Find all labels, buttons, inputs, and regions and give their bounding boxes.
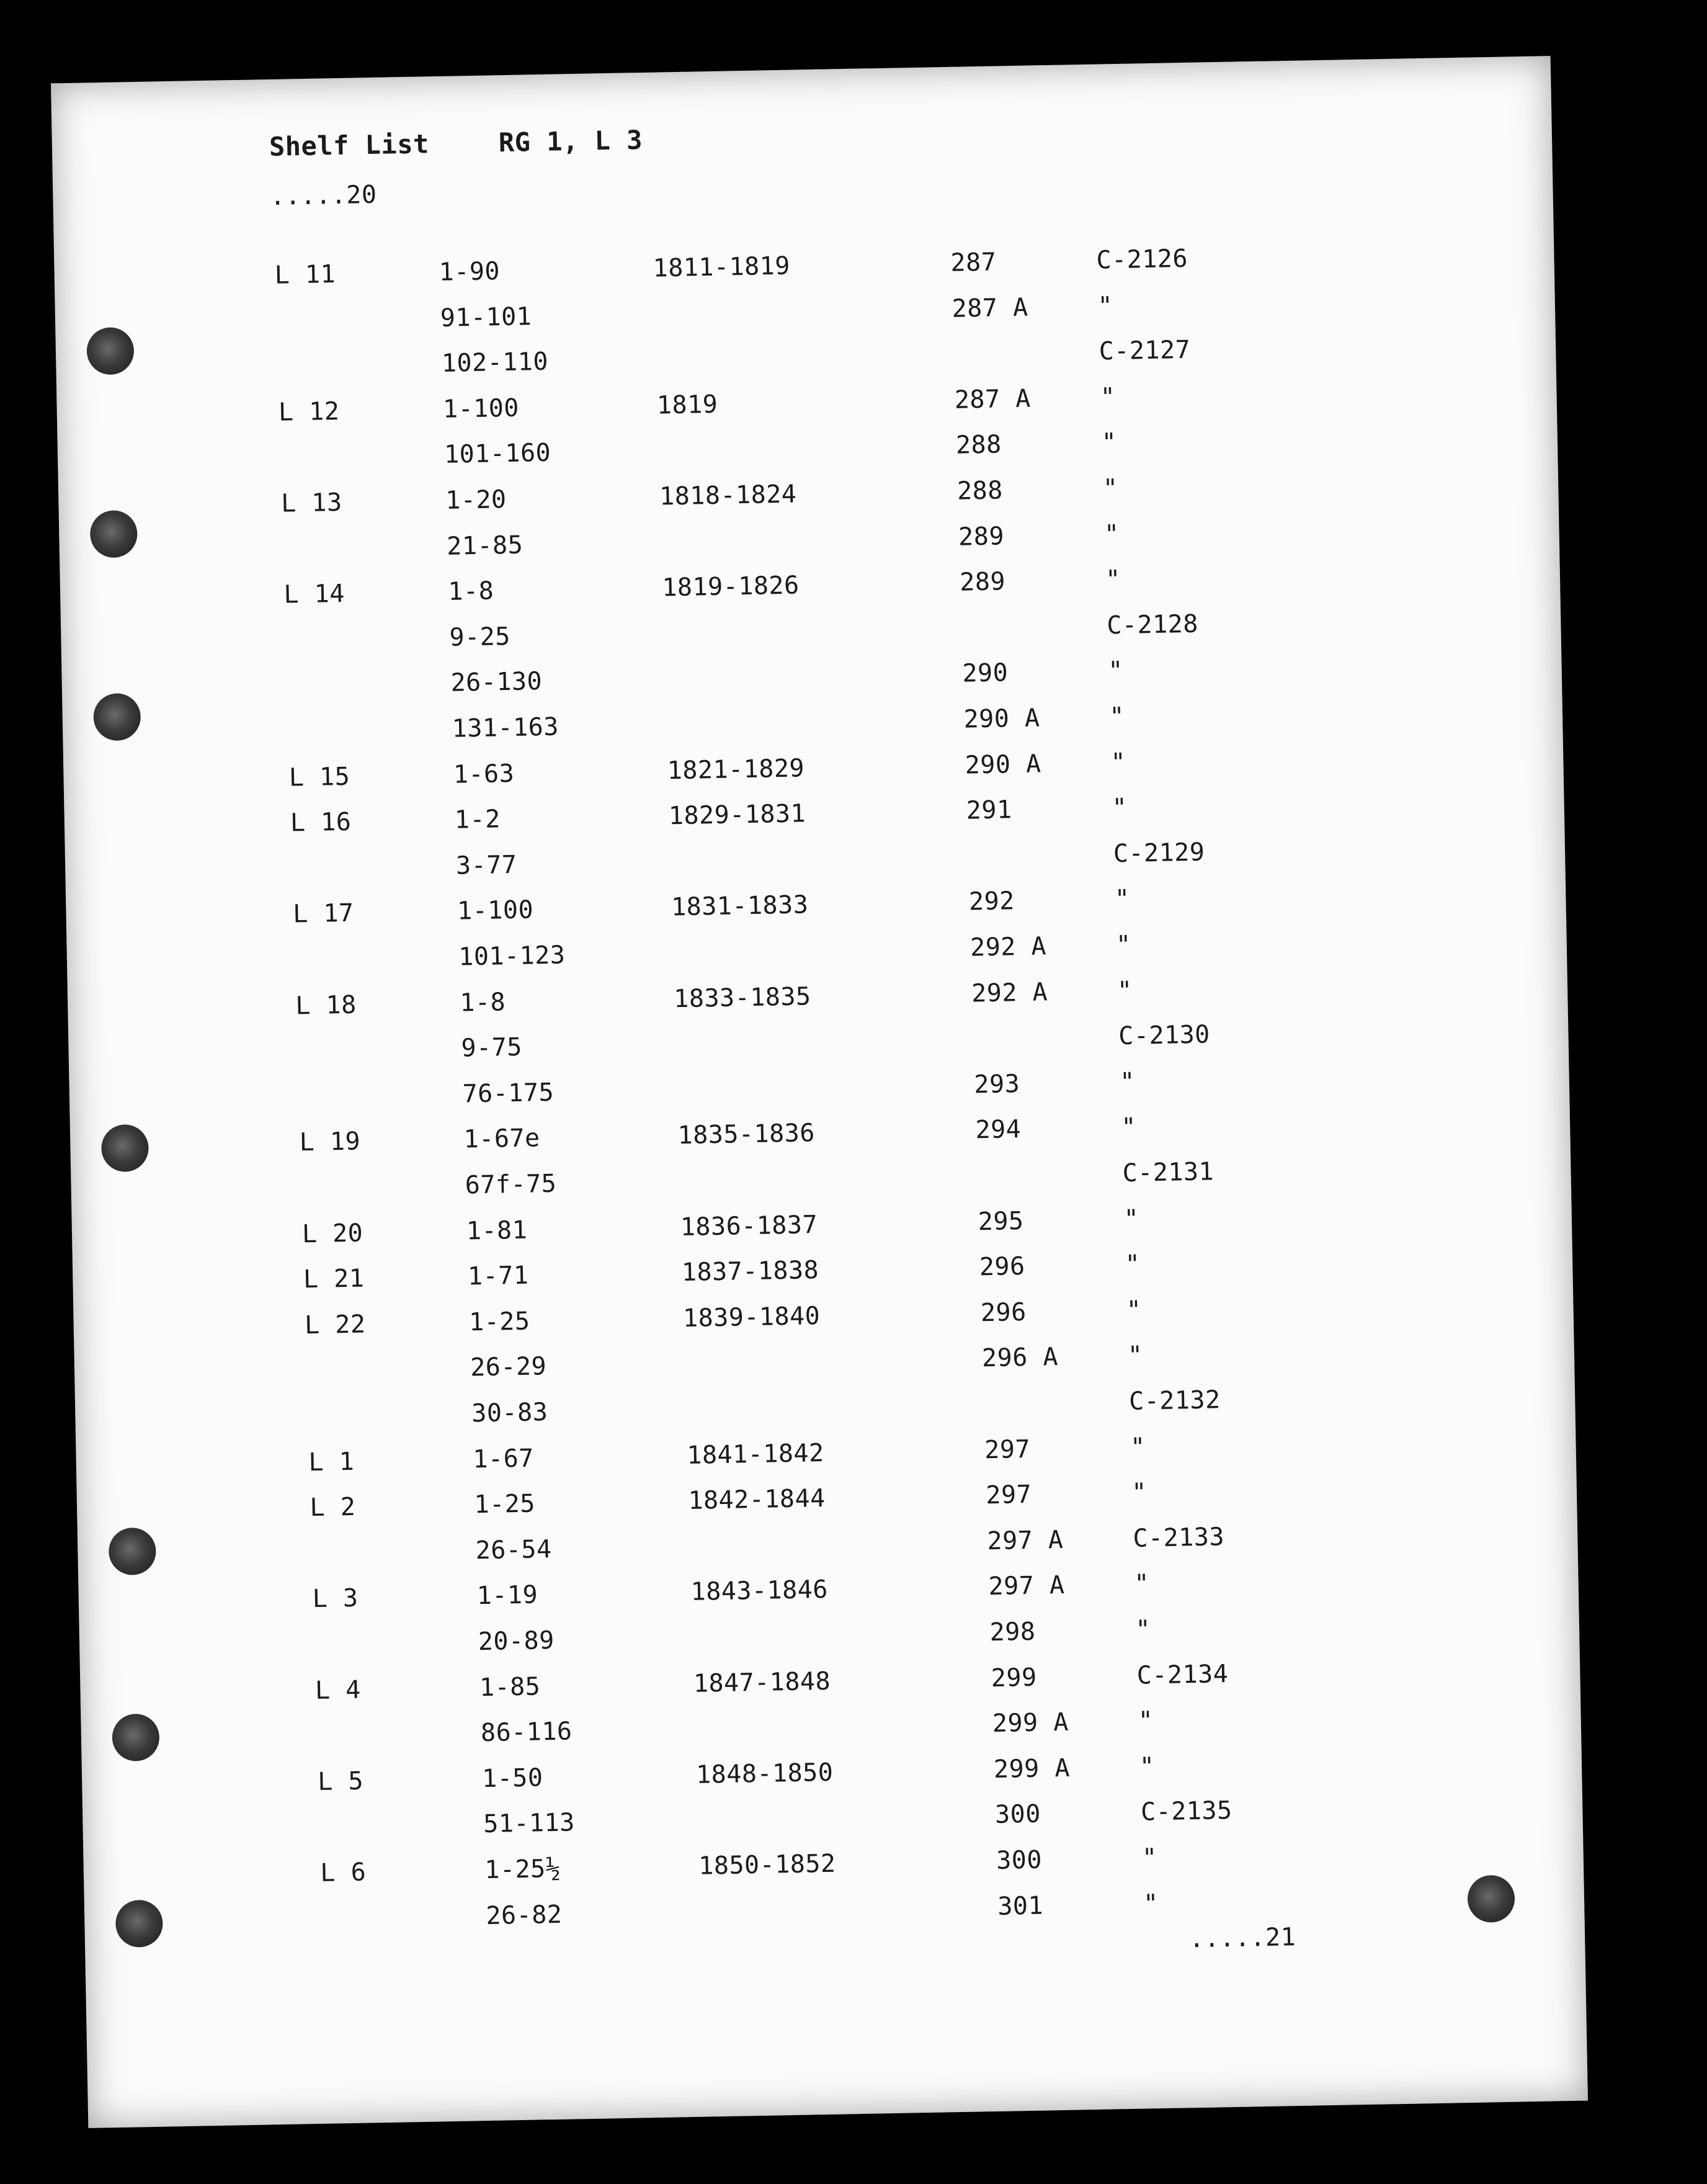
dates-cell: 1843-1846	[690, 1575, 829, 1607]
letterbook-cell: L 11	[274, 260, 336, 290]
microfilm-cell: "	[1130, 1433, 1146, 1462]
microfilm-cell: C-2126	[1096, 244, 1188, 275]
microfilm-cell: "	[1131, 1478, 1148, 1508]
volume-cell: 294	[975, 1115, 1022, 1145]
letterbook-cell: L 5	[317, 1766, 364, 1796]
pages-cell: 26-82	[486, 1900, 563, 1930]
dates-cell: 1850-1852	[698, 1849, 836, 1881]
microfilm-cell: C-2132	[1128, 1385, 1221, 1416]
letterbook-cell: L 3	[312, 1584, 359, 1614]
volume-cell: 300	[994, 1800, 1041, 1830]
pages-cell: 1-71	[467, 1261, 529, 1291]
letterbook-cell: L 20	[301, 1219, 363, 1248]
volume-cell: 287 A	[952, 293, 1028, 323]
dates-cell: 1811-1819	[653, 251, 791, 283]
volume-cell: 287	[950, 248, 997, 277]
microfilm-cell: C-2130	[1118, 1020, 1211, 1051]
microfilm-cell: "	[1112, 794, 1128, 823]
microfilm-cell: "	[1127, 1341, 1144, 1371]
volume-cell: 299 A	[992, 1707, 1069, 1739]
letterbook-cell: L 16	[290, 807, 352, 838]
volume-cell: 292 A	[971, 977, 1048, 1008]
pages-cell: 51-113	[483, 1808, 576, 1839]
pages-cell: 67f-75	[465, 1169, 557, 1200]
pages-cell: 26-29	[470, 1352, 547, 1382]
dates-cell: 1842-1844	[688, 1484, 826, 1516]
pages-cell: 9-25	[449, 622, 511, 652]
volume-cell: 297	[984, 1434, 1031, 1464]
volume-cell: 288	[955, 430, 1002, 460]
dates-cell: 1836-1837	[680, 1210, 818, 1242]
document-page	[51, 56, 1588, 2128]
dates-cell: 1821-1829	[667, 753, 805, 785]
pages-cell: 1-90	[439, 257, 501, 287]
letterbook-cell: L 19	[299, 1127, 361, 1157]
volume-cell: 287 A	[954, 384, 1032, 414]
dates-cell: 1835-1836	[677, 1119, 816, 1150]
volume-cell: 297 A	[987, 1525, 1064, 1555]
volume-cell: 301	[997, 1891, 1044, 1921]
pages-cell: 101-123	[458, 941, 566, 972]
dates-cell: 1818-1824	[659, 480, 797, 511]
volume-cell: 298	[989, 1617, 1036, 1647]
microfilm-cell: "	[1126, 1296, 1142, 1325]
microfilm-cell: "	[1105, 565, 1121, 594]
pages-cell: 1-67	[473, 1444, 535, 1474]
microfilm-cell: C-2134	[1136, 1659, 1229, 1690]
microfilm-cell: "	[1109, 702, 1125, 732]
punch-hole	[86, 327, 134, 375]
letterbook-cell: L 12	[278, 396, 340, 427]
microfilm-cell: "	[1141, 1843, 1158, 1873]
pages-cell: 26-130	[450, 667, 543, 698]
microfilm-cell: "	[1115, 930, 1132, 960]
pages-cell: 1-63	[453, 759, 515, 789]
volume-cell: 296 A	[981, 1343, 1059, 1373]
microfilm-cell: "	[1114, 885, 1130, 914]
punch-hole	[109, 1528, 156, 1575]
microfilm-cell: C-2127	[1099, 336, 1191, 366]
microfilm-cell: "	[1134, 1569, 1150, 1599]
dates-cell: 1829-1831	[668, 799, 806, 831]
dates-cell: 1841-1842	[686, 1438, 825, 1470]
punch-hole	[112, 1714, 159, 1761]
pages-cell: 1-67e	[463, 1124, 541, 1154]
letterbook-cell: L 21	[303, 1264, 365, 1294]
pages-cell: 1-20	[445, 485, 507, 515]
pages-cell: 1-8	[448, 576, 494, 607]
volume-cell: 297 A	[988, 1571, 1065, 1601]
pages-cell: 131-163	[452, 712, 559, 743]
microfilm-cell: "	[1121, 1113, 1137, 1142]
pages-cell: 1-19	[476, 1580, 538, 1611]
microfilm-cell: "	[1138, 1706, 1154, 1735]
volume-cell: 293	[974, 1069, 1020, 1099]
pages-cell: 3-77	[455, 850, 517, 880]
volume-cell: 290 A	[965, 749, 1042, 780]
punch-hole	[1467, 1875, 1515, 1923]
volume-cell: 290 A	[963, 704, 1040, 734]
letterbook-cell: L 1	[308, 1447, 355, 1477]
dates-cell: 1819	[656, 390, 718, 420]
dates-cell: 1847-1848	[693, 1667, 831, 1698]
letterbook-cell: L 2	[310, 1493, 356, 1523]
volume-cell: 296	[980, 1297, 1027, 1328]
letterbook-cell: L 17	[292, 899, 354, 929]
punch-hole	[90, 510, 138, 558]
microfilm-cell: "	[1125, 1250, 1141, 1279]
pages-cell: 1-25	[468, 1307, 530, 1337]
document-title: Shelf List	[269, 128, 430, 162]
volume-cell: 289	[959, 567, 1006, 597]
letterbook-cell: L 18	[295, 990, 357, 1021]
volume-cell: 300	[996, 1845, 1043, 1875]
volume-cell: 292	[968, 887, 1015, 916]
pages-cell: 1-25½	[484, 1854, 561, 1885]
pages-cell: 30-83	[471, 1398, 548, 1428]
microfilm-cell: "	[1139, 1752, 1155, 1781]
pages-cell: 91-101	[440, 302, 532, 333]
letterbook-cell: L 6	[319, 1858, 367, 1887]
pages-cell: 1-85	[479, 1672, 541, 1702]
punch-hole	[115, 1900, 163, 1948]
dates-cell: 1831-1833	[671, 890, 809, 922]
volume-cell: 296	[979, 1252, 1026, 1282]
pages-cell: 101-160	[443, 439, 551, 470]
volume-cell: 295	[978, 1206, 1024, 1236]
pages-cell: 21-85	[446, 530, 524, 561]
volume-cell: 289	[958, 521, 1005, 552]
dates-cell: 1819-1826	[661, 571, 800, 602]
microfilm-cell: C-2135	[1140, 1796, 1232, 1827]
microfilm-cell: C-2131	[1122, 1157, 1215, 1188]
microfilm-cell: C-2128	[1106, 609, 1199, 640]
microfilm-cell: "	[1119, 1067, 1136, 1096]
microfilm-cell: "	[1108, 656, 1124, 686]
pages-cell: 1-100	[457, 895, 534, 926]
volume-cell: 297	[985, 1480, 1032, 1510]
letterbook-cell: L 14	[283, 580, 345, 609]
microfilm-cell: "	[1135, 1615, 1151, 1644]
pages-cell: 1-8	[459, 987, 506, 1018]
letterbook-cell: L 13	[280, 488, 342, 518]
volume-cell: 288	[956, 476, 1004, 506]
dates-cell: 1839-1840	[682, 1301, 821, 1333]
pages-cell: 102-110	[441, 347, 549, 378]
microfilm-cell: C-2133	[1133, 1522, 1225, 1553]
pages-cell: 26-54	[475, 1534, 552, 1565]
pages-cell: 76-175	[462, 1078, 555, 1109]
continued-from-marker: .....20	[269, 180, 377, 211]
microfilm-cell: "	[1103, 519, 1120, 549]
letterbook-cell: L 22	[304, 1310, 366, 1340]
letterbook-cell: L 4	[314, 1675, 362, 1705]
pages-cell: 1-50	[481, 1763, 543, 1793]
microfilm-cell: "	[1097, 291, 1113, 321]
volume-cell: 292 A	[969, 932, 1047, 962]
microfilm-cell: "	[1101, 428, 1117, 457]
volume-cell: 291	[966, 795, 1012, 825]
microfilm-cell: "	[1100, 382, 1116, 412]
volume-cell: 299	[991, 1663, 1037, 1693]
pages-cell: 20-89	[478, 1626, 555, 1657]
pages-cell: 1-81	[466, 1215, 528, 1246]
dates-cell: 1848-1850	[695, 1758, 834, 1789]
record-group-reference: RG 1, L 3	[498, 124, 643, 158]
continued-on-marker: .....21	[1188, 1923, 1296, 1954]
pages-cell: 1-2	[454, 805, 501, 835]
punch-hole	[101, 1124, 149, 1172]
pages-cell: 1-100	[442, 393, 520, 424]
microfilm-cell: C-2129	[1113, 838, 1205, 869]
microfilm-cell: "	[1116, 976, 1133, 1005]
microfilm-cell: "	[1143, 1889, 1159, 1918]
dates-cell: 1833-1835	[673, 982, 811, 1013]
pages-cell: 1-25	[474, 1489, 536, 1519]
microfilm-cell: "	[1110, 748, 1126, 777]
microfilm-cell: "	[1123, 1204, 1139, 1233]
punch-hole	[93, 693, 141, 741]
dates-cell: 1837-1838	[681, 1256, 819, 1287]
letterbook-cell: L 15	[288, 762, 350, 792]
volume-cell: 290	[962, 658, 1009, 689]
pages-cell: 9-75	[461, 1032, 523, 1063]
pages-cell: 86-116	[480, 1717, 573, 1748]
volume-cell: 299 A	[993, 1753, 1071, 1784]
microfilm-cell: "	[1102, 474, 1119, 503]
